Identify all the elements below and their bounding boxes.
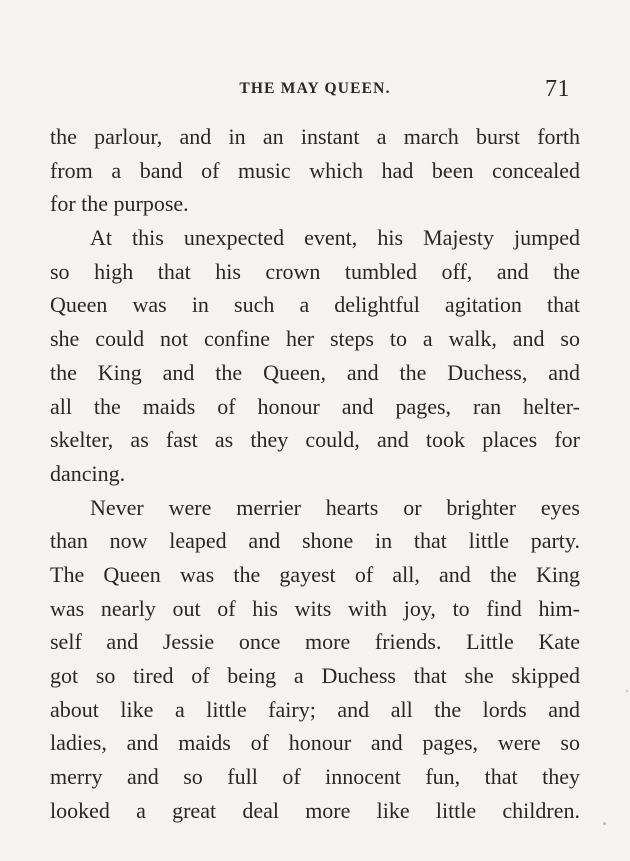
text-line: dancing. xyxy=(50,460,126,486)
body-text xyxy=(50,120,580,827)
paper-speck xyxy=(626,690,628,692)
page-number: 71 xyxy=(545,76,570,102)
text-line: the King and the Queen, and the Duchess, and xyxy=(50,359,580,385)
text-line: about like a little fairy; and all the lords and xyxy=(50,696,580,722)
text-line: skelter, as fast as they could, and took places for xyxy=(50,427,580,453)
text-line: Queen was in such a delightful agitation that xyxy=(50,292,580,318)
running-head xyxy=(0,76,630,104)
text-line: she could not confine her steps to a walk, and so xyxy=(50,326,580,352)
text-line: self and Jessie once more friends. Little Kate xyxy=(50,629,580,655)
text-line: At this unexpected event, his Majesty jumped xyxy=(90,225,580,251)
text-line: than now leaped and shone in that little party. xyxy=(50,528,580,554)
text-line: all the maids of honour and pages, ran helter- xyxy=(50,393,580,419)
text-line: ladies, and maids of honour and pages, were so xyxy=(50,730,580,756)
text-line: looked a great deal more like little children. xyxy=(50,797,580,823)
text-line: for the purpose. xyxy=(50,191,189,217)
text-line: the parlour, and in an instant a march burst forth xyxy=(50,124,580,149)
text-line: The Queen was the gayest of all, and the King xyxy=(50,561,580,587)
text-line: Never were merrier hearts or brighter eyes xyxy=(90,494,580,520)
running-title: THE MAY QUEEN. xyxy=(239,80,391,97)
text-line: so high that his crown tumbled off, and the xyxy=(50,258,580,284)
text-line: from a band of music which had been concealed xyxy=(50,157,580,183)
text-line: got so tired of being a Duchess that she skipped xyxy=(50,663,580,688)
text-line: merry and so full of innocent fun, that they xyxy=(50,764,580,790)
paper-speck xyxy=(603,822,606,825)
text-line: was nearly out of his wits with joy, to find him- xyxy=(50,595,580,621)
